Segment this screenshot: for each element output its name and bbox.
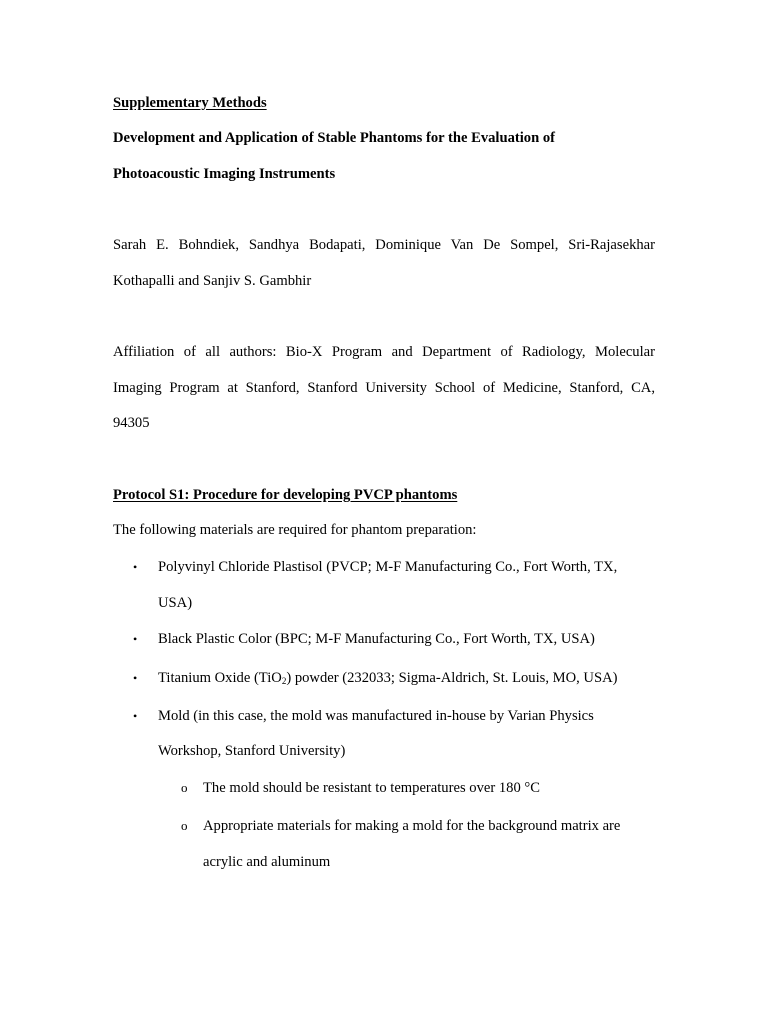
text-run: ) powder (232033; Sigma-Aldrich, St. Louis, MO, USA) [286, 670, 618, 686]
title-line-2: Photoacoustic Imaging Instruments [113, 166, 336, 182]
list-item-line: Mold (in this case, the mold was manufactured in-house by Varian Physics [158, 708, 594, 724]
sub-list-item-line: Appropriate materials for making a mold for the background matrix are [203, 818, 621, 834]
list-item-line: Polyvinyl Chloride Plastisol (PVCP; M-F Manufacturing Co., Fort Worth, TX, [158, 559, 618, 575]
sub-bullet-icon: o [181, 818, 188, 833]
bullet-icon: • [133, 560, 138, 574]
list-item-line: Black Plastic Color (BPC; M-F Manufacturing Co., Fort Worth, TX, USA) [158, 631, 595, 647]
section-heading: Supplementary Methods [113, 95, 267, 111]
text-run: Titanium Oxide (TiO [158, 670, 282, 686]
affiliation-line-3: 94305 [113, 415, 150, 431]
sub-bullet-icon: o [181, 780, 188, 795]
authors-line-2: Kothapalli and Sanjiv S. Gambhir [113, 273, 312, 289]
list-item-line: Workshop, Stanford University) [158, 743, 346, 759]
affiliation-line-2: Imaging Program at Stanford, Stanford University School of Medicine, Stanford, CA, [113, 380, 655, 396]
list-item-line: USA) [158, 595, 193, 611]
protocol-title: Protocol S1: Procedure for developing PVCP phantoms [113, 487, 458, 503]
list-item-line [158, 669, 618, 687]
sub-list-item-line: The mold should be resistant to temperatures over 180 °C [203, 780, 540, 796]
sub-list-item-line: acrylic and aluminum [203, 854, 331, 870]
title-line-1: Development and Application of Stable Phantoms for the Evaluation of [113, 130, 556, 146]
protocol-intro: The following materials are required for phantom preparation: [113, 522, 477, 538]
affiliation-line-1: Affiliation of all authors: Bio-X Program and Department of Radiology, Molecular [113, 344, 655, 360]
subscript: 2 [281, 676, 287, 686]
authors-line-1: Sarah E. Bohndiek, Sandhya Bodapati, Dominique Van De Sompel, Sri-Rajasekhar [113, 237, 655, 253]
bullet-icon: • [133, 632, 138, 646]
bullet-icon: • [133, 671, 138, 685]
bullet-icon: • [133, 709, 138, 723]
